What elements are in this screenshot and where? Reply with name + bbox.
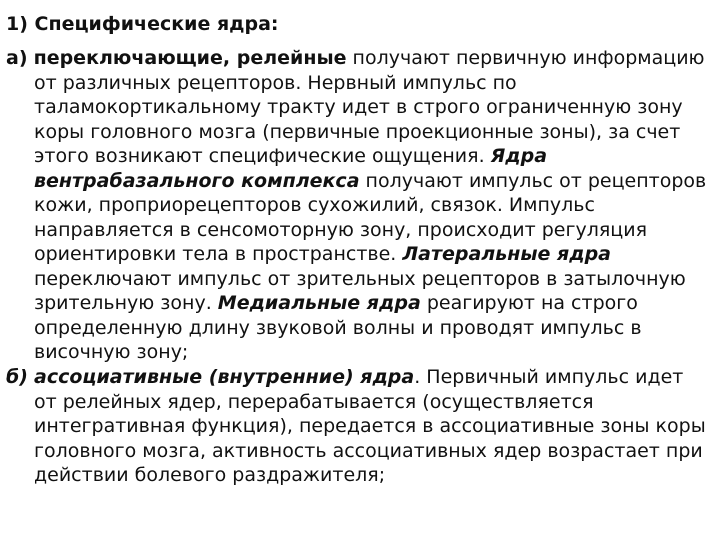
term-medial-nuclei: Медиальные ядра	[217, 292, 421, 314]
text-line	[6, 169, 720, 194]
text-fragment: получают импульс от рецепторов	[359, 169, 707, 192]
term-nuclei: Ядра	[490, 145, 548, 167]
term-associative-nuclei: ассоциативные (внутренние) ядра	[34, 366, 415, 388]
text-line: интегративная функция), передается в ассоциативные зоны коры	[34, 415, 706, 437]
text-line: таламокортикальному тракту идет в строго ограниченную зону	[34, 96, 683, 118]
text-line: направляется в сенсомоторную зону, происходит регуляция	[34, 218, 648, 241]
text-line: определенную длину звуковой волны и проводят импульс в	[34, 316, 642, 339]
list-marker-b: б)	[6, 366, 28, 388]
text-line	[6, 144, 720, 169]
text-line	[6, 365, 720, 390]
text-line: коры головного мозга (первичные проекционные зоны), за счет	[34, 120, 681, 143]
text-line: переключают импульс от зрительных рецепторов в затылочную	[34, 267, 686, 290]
list-marker-a: а)	[6, 47, 28, 69]
text-fragment: ориентировки тела в пространстве.	[34, 243, 403, 265]
text-fragment: этого возникают специфические ощущения.	[34, 145, 491, 167]
text-fragment: получают первичную информацию	[346, 47, 705, 69]
term-lateral-nuclei: Латеральные ядра	[402, 243, 611, 265]
text-line: от различных рецепторов. Нервный импульс по	[34, 71, 517, 94]
text-line: кожи, проприорецепторов сухожилий, связок. Импульс	[34, 194, 595, 216]
text-line: головного мозга, активность ассоциативных ядер возрастает при	[34, 439, 703, 462]
term-relay-nuclei: переключающие, релейные	[33, 47, 347, 69]
text-line	[6, 242, 720, 267]
text-line	[6, 46, 720, 71]
paragraph-specific-relay-nuclei	[6, 46, 720, 365]
text-fragment: . Первичный импульс идет	[414, 366, 684, 388]
text-line: височную зону;	[34, 341, 189, 363]
text-fragment: реагируют на строго	[420, 292, 638, 314]
text-line	[6, 291, 720, 316]
text-line: действии болевого раздражителя;	[34, 464, 386, 486]
paragraph-associative-nuclei	[6, 365, 720, 488]
term-ventrobasal-complex: вентрабазального комплекса	[34, 169, 360, 192]
text-fragment: зрительную зону.	[34, 292, 218, 314]
section-heading: 1) Специфические ядра:	[6, 13, 279, 35]
text-line: от релейных ядер, перерабатывается (осуществляется	[34, 390, 594, 413]
